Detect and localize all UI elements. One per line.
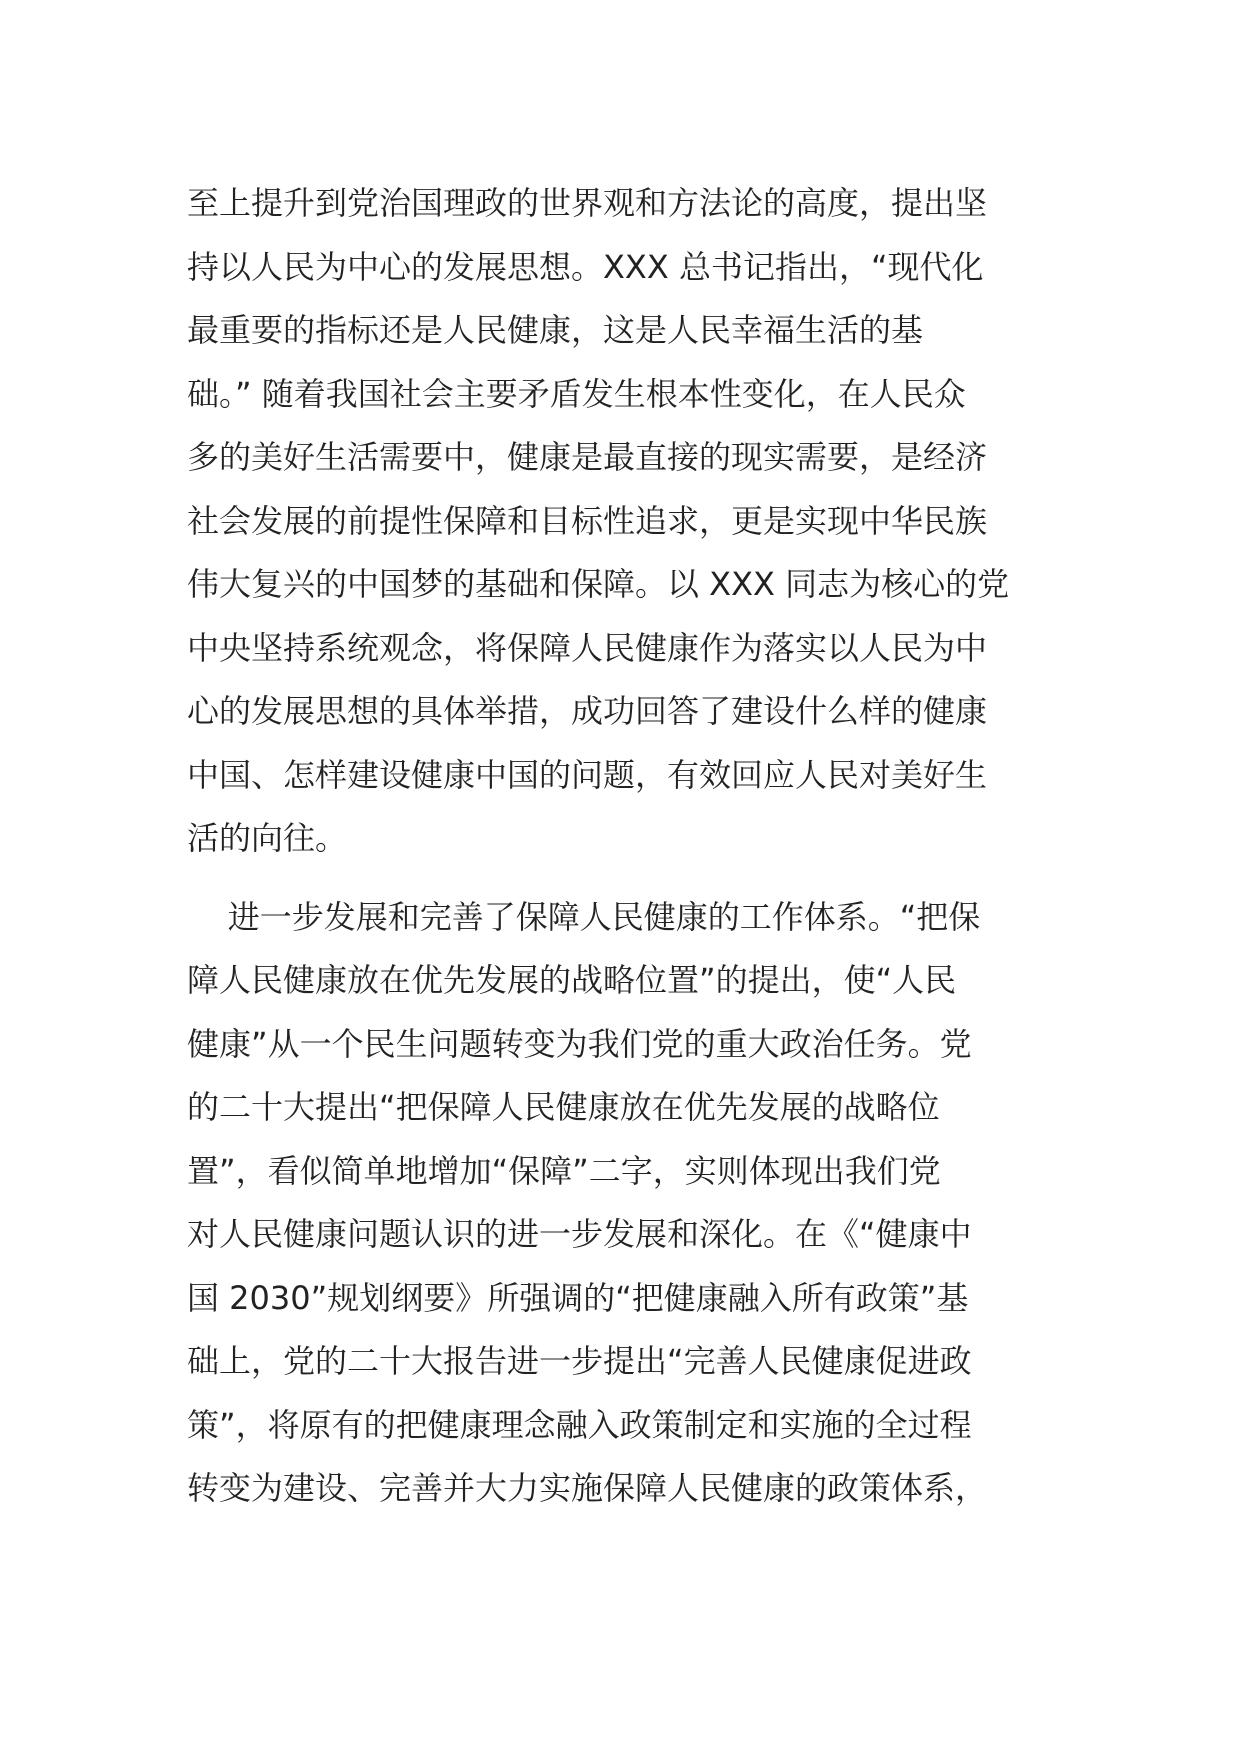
text-line: 置”，看似简单地增加“保障”二字，实则体现出我们党 (187, 1151, 941, 1190)
text-line: 础上，党的二十大报告进一步提出“完善人民健康促进政 (187, 1342, 972, 1380)
paragraph-spacing (187, 871, 1053, 886)
text-line: 健康”从一个民生问题转变为我们党的重大政治任务。党 (187, 1024, 972, 1063)
paragraph-2 (187, 886, 1053, 1521)
body-text (187, 172, 1053, 1521)
text-line: 进一步发展和完善了保障人民健康的工作体系。“把保 (187, 897, 981, 936)
paragraph-1 (187, 172, 1053, 871)
text-line: 障人民健康放在优先发展的战略位置”的提出，使“人民 (187, 961, 957, 999)
text-line: 伟大复兴的中国梦的基础和保障。以 XXX 同志为核心的党 (187, 565, 1010, 603)
text-line: 中央坚持系统观念，将保障人民健康作为落实以人民为中 (187, 628, 988, 667)
text-line: 社会发展的前提性保障和目标性追求，更是实现中华民族 (187, 501, 988, 540)
text-line: 最重要的指标还是人民健康，这是人民幸福生活的基 (187, 311, 924, 349)
text-line: 转变为建设、完善并大力实施保障人民健康的政策体系， (187, 1469, 988, 1507)
text-line: 活的向往。 (187, 819, 348, 857)
text-line: 心的发展思想的具体举措，成功回答了建设什么样的健康 (187, 692, 988, 730)
text-line: 多的美好生活需要中，健康是最直接的现实需要，是经济 (187, 438, 988, 476)
text-line: 持以人民为中心的发展思想。XXX 总书记指出，“现代化 (187, 247, 984, 286)
text-line: 中国、怎样建设健康中国的问题，有效回应人民对美好生 (187, 755, 988, 794)
text-line: 策”，将原有的把健康理念融入政策制定和实施的全过程 (187, 1405, 972, 1444)
text-line: 础。” 随着我国社会主要矛盾发生根本性变化，在人民众 (187, 374, 966, 413)
text-line: 至上提升到党治国理政的世界观和方法论的高度，提出坚 (187, 184, 988, 222)
text-line: 的二十大提出“把保障人民健康放在优先发展的战略位 (187, 1088, 940, 1126)
text-line: 对人民健康问题认识的进一步发展和深化。在《“健康中 (187, 1215, 972, 1253)
text-line: 国 2030”规划纲要》所强调的“把健康融入所有政策”基 (187, 1278, 969, 1317)
